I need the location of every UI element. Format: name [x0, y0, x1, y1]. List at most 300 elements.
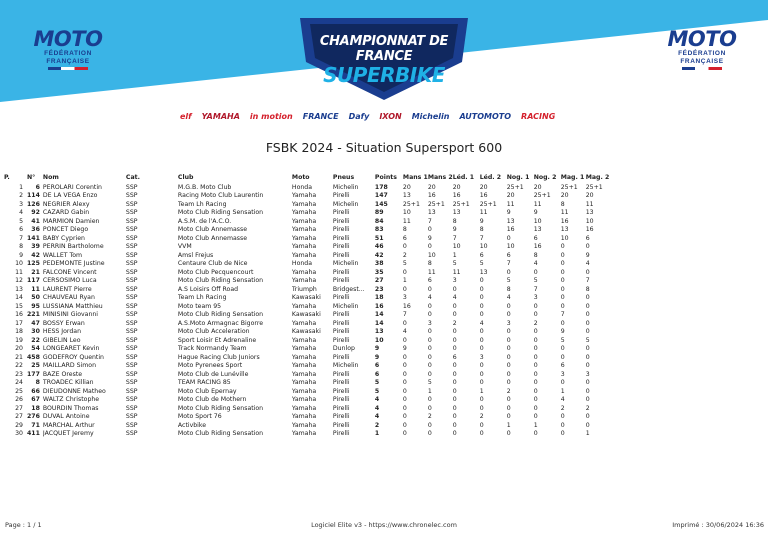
- cell-points: 46: [374, 243, 384, 251]
- cell-category: SSP: [125, 328, 138, 336]
- print-date: Imprimé : 30/06/2024 16:36: [672, 521, 764, 529]
- cell-bike: Yamaha: [291, 268, 317, 276]
- cell-club: A.S.Moto Armagnac Bigorre: [177, 319, 264, 327]
- cell-tyres: Pirelli: [332, 226, 350, 234]
- cell-mans-1: 0: [402, 353, 407, 361]
- cell-position: 7: [19, 234, 23, 242]
- cell-club: Moto Club Epernay: [177, 387, 237, 395]
- cell-nogaro-2: 20: [533, 184, 542, 191]
- cell-tyres: Pirelli: [332, 379, 350, 387]
- header-mans-2: Mans 2: [427, 173, 453, 181]
- cell-position: 20: [15, 345, 23, 353]
- cell-bike: Yamaha: [291, 362, 317, 370]
- cell-mans-2: 10: [427, 251, 436, 259]
- cell-bike: Honda: [291, 184, 313, 191]
- cell-ledenon-1: 7: [452, 234, 457, 242]
- cell-ledenon-2: 1: [479, 387, 484, 395]
- cell-nogaro-2: 4: [533, 260, 538, 268]
- cell-magny-1: 0: [560, 345, 565, 353]
- sponsor-logo: Michelin: [411, 111, 450, 121]
- cell-mans-2: 25+1: [427, 200, 445, 208]
- cell-points: 6: [374, 370, 380, 378]
- cell-nogaro-1: 16: [506, 226, 515, 234]
- cell-number: 18: [31, 404, 40, 412]
- cell-number: 67: [31, 396, 40, 404]
- cell-number: 276: [27, 413, 40, 421]
- cell-mans-2: 0: [427, 345, 432, 353]
- cell-position: 21: [15, 353, 23, 361]
- cell-ledenon-2: 6: [479, 251, 484, 259]
- cell-tyres: Michelin: [332, 362, 359, 370]
- cell-ledenon-2: 10: [479, 243, 488, 251]
- cell-ledenon-1: 0: [452, 362, 457, 370]
- cell-ledenon-2: 20: [479, 184, 488, 191]
- cell-ledenon-2: 13: [479, 268, 488, 276]
- table-row: [4, 388, 611, 396]
- cell-nogaro-2: 0: [533, 268, 538, 276]
- cell-nogaro-1: 9: [506, 209, 511, 217]
- cell-rider-name: NEGRIER Alexy: [42, 200, 90, 208]
- cell-points: 16: [374, 302, 384, 310]
- cell-position: 3: [19, 200, 23, 208]
- cell-mans-2: 8: [427, 260, 432, 268]
- cell-position: 27: [15, 404, 23, 412]
- header-position: P.: [4, 173, 10, 181]
- cell-nogaro-2: 0: [533, 370, 538, 378]
- cell-magny-2: 1: [585, 430, 590, 438]
- cell-tyres: Pirelli: [332, 268, 350, 276]
- cell-category: SSP: [125, 277, 138, 285]
- cell-magny-1: 0: [560, 294, 565, 302]
- cell-ledenon-1: 4: [452, 294, 457, 302]
- cell-bike: Yamaha: [291, 379, 317, 387]
- cell-number: 39: [31, 243, 40, 251]
- cell-club: M.G.B. Moto Club: [177, 184, 232, 191]
- cell-nogaro-1: 1: [506, 421, 511, 429]
- table-header-row: [4, 170, 611, 184]
- table-row: [4, 184, 611, 192]
- cell-bike: Yamaha: [291, 226, 317, 234]
- cell-mans-2: 1: [427, 387, 432, 395]
- cell-category: SSP: [125, 234, 138, 242]
- cell-rider-name: LUSSIANA Matthieu: [42, 302, 103, 310]
- cell-points: 13: [374, 328, 384, 336]
- cell-ledenon-1: 13: [452, 209, 461, 217]
- cell-bike: Yamaha: [291, 192, 317, 200]
- cell-bike: Yamaha: [291, 277, 317, 285]
- cell-mans-1: 25+1: [402, 200, 420, 208]
- cell-club: A.S Loisirs Off Road: [177, 285, 239, 293]
- cell-mans-1: 0: [402, 285, 407, 293]
- cell-points: 18: [374, 294, 384, 302]
- cell-category: SSP: [125, 387, 138, 395]
- cell-category: SSP: [125, 345, 138, 353]
- cell-points: 5: [374, 387, 380, 395]
- cell-ledenon-1: 0: [452, 404, 457, 412]
- cell-position: 1: [19, 184, 23, 191]
- cell-position: 15: [15, 302, 23, 310]
- table-body: [4, 184, 611, 439]
- cell-category: SSP: [125, 200, 138, 208]
- cell-magny-2: 0: [585, 311, 590, 319]
- cell-number: 8: [35, 379, 40, 387]
- cell-magny-1: 0: [560, 413, 565, 421]
- cell-club: TEAM RACING 85: [177, 379, 231, 387]
- cell-rider-name: DUVAL Antoine: [42, 413, 90, 421]
- cell-nogaro-2: 5: [533, 277, 538, 285]
- cell-position: 19: [15, 336, 23, 344]
- cell-category: SSP: [125, 353, 138, 361]
- cell-mans-2: 0: [427, 243, 432, 251]
- header-nogaro-1: Nog. 1: [506, 173, 530, 181]
- cell-rider-name: MARCHAL Arthur: [42, 421, 95, 429]
- cell-ledenon-2: 0: [479, 311, 484, 319]
- cell-magny-1: 25+1: [560, 184, 578, 191]
- cell-mans-2: 0: [427, 226, 432, 234]
- cell-mans-1: 10: [402, 209, 411, 217]
- cell-club: Moto Club Riding Sensation: [177, 311, 264, 319]
- cell-position: 14: [15, 294, 23, 302]
- cell-rider-name: DIEUDONNE Matheo: [42, 387, 106, 395]
- cell-ledenon-2: 0: [479, 277, 484, 285]
- cell-rider-name: BOURDIN Thomas: [42, 404, 99, 412]
- cell-number: 66: [31, 387, 40, 395]
- cell-ledenon-1: 20: [452, 184, 461, 191]
- header-magny-2: Mag. 2: [585, 173, 610, 181]
- cell-magny-2: 0: [585, 319, 590, 327]
- sponsor-logo: elf: [180, 111, 192, 121]
- cell-rider-name: BOSSY Erwan: [42, 319, 85, 327]
- cell-mans-1: 0: [402, 379, 407, 387]
- cell-magny-1: 4: [560, 396, 565, 404]
- cell-magny-1: 0: [560, 260, 565, 268]
- cell-nogaro-2: 0: [533, 345, 538, 353]
- cell-mans-1: 2: [402, 251, 407, 259]
- cell-rider-name: HESS Jordan: [42, 328, 81, 336]
- cell-nogaro-1: 10: [506, 243, 515, 251]
- ffm-logo-left: MOTO FÉDÉRATION FRANÇAISE: [28, 28, 108, 80]
- cell-nogaro-1: 0: [506, 396, 511, 404]
- cell-points: 5: [374, 379, 380, 387]
- cell-mans-1: 16: [402, 302, 411, 310]
- cell-magny-1: 0: [560, 421, 565, 429]
- header-rider-name: Nom: [42, 173, 59, 181]
- cell-position: 18: [15, 328, 23, 336]
- cell-nogaro-1: 13: [506, 217, 515, 225]
- cell-category: SSP: [125, 319, 138, 327]
- cell-rider-name: PONCET Diego: [42, 226, 89, 234]
- table-row: [4, 294, 611, 302]
- cell-category: SSP: [125, 192, 138, 200]
- cell-bike: Yamaha: [291, 319, 317, 327]
- cell-magny-2: 16: [585, 226, 594, 234]
- cell-number: 47: [31, 319, 40, 327]
- cell-ledenon-2: 0: [479, 421, 484, 429]
- cell-mans-2: 11: [427, 268, 436, 276]
- cell-club: Team Lh Racing: [177, 200, 227, 208]
- cell-bike: Yamaha: [291, 345, 317, 353]
- cell-ledenon-1: 0: [452, 285, 457, 293]
- cell-category: SSP: [125, 362, 138, 370]
- header-number: N°: [27, 173, 36, 181]
- cell-magny-2: 13: [585, 209, 594, 217]
- cell-number: 6: [35, 184, 40, 191]
- cell-magny-2: 0: [585, 379, 590, 387]
- cell-points: 38: [374, 260, 384, 268]
- cell-magny-1: 11: [560, 209, 569, 217]
- cell-rider-name: GODEFROY Quentin: [42, 353, 104, 361]
- cell-mans-1: 0: [402, 370, 407, 378]
- cell-mans-2: 0: [427, 285, 432, 293]
- cell-mans-1: 1: [402, 277, 407, 285]
- cell-mans-1: 8: [402, 226, 407, 234]
- cell-magny-2: 0: [585, 413, 590, 421]
- sponsor-logo: Dafy: [348, 111, 370, 121]
- cell-magny-1: 2: [560, 404, 565, 412]
- cell-ledenon-1: 9: [452, 226, 457, 234]
- cell-bike: Kawasaki: [291, 328, 321, 336]
- cell-category: SSP: [125, 294, 138, 302]
- cell-mans-1: 20: [402, 184, 411, 191]
- cell-magny-2: 2: [585, 404, 590, 412]
- cell-bike: Yamaha: [291, 396, 317, 404]
- cell-nogaro-2: 0: [533, 328, 538, 336]
- cell-ledenon-2: 0: [479, 430, 484, 438]
- cell-mans-1: 0: [402, 421, 407, 429]
- cell-club: Moto Club Riding Sensation: [177, 430, 264, 438]
- cell-mans-1: 0: [402, 268, 407, 276]
- cell-mans-1: 7: [402, 311, 407, 319]
- cell-magny-2: 20: [585, 192, 594, 200]
- cell-mans-1: 0: [402, 387, 407, 395]
- cell-mans-1: 0: [402, 362, 407, 370]
- header-ledenon-2: Léd. 2: [479, 173, 502, 181]
- cell-mans-2: 2: [427, 413, 432, 421]
- cell-nogaro-1: 20: [506, 192, 515, 200]
- cell-mans-2: 0: [427, 353, 432, 361]
- cell-bike: Yamaha: [291, 421, 317, 429]
- cell-category: SSP: [125, 260, 138, 268]
- cell-magny-1: 0: [560, 379, 565, 387]
- cell-nogaro-2: 0: [533, 336, 538, 344]
- cell-number: 54: [31, 345, 40, 353]
- cell-nogaro-2: 8: [533, 251, 538, 259]
- cell-number: 41: [31, 217, 40, 225]
- cell-mans-2: 0: [427, 311, 432, 319]
- cell-club: A.S.M. de l'A.C.O.: [177, 217, 232, 225]
- cell-magny-1: 3: [560, 370, 565, 378]
- cell-mans-2: 16: [427, 192, 436, 200]
- cell-ledenon-1: 0: [452, 302, 457, 310]
- cell-club: Moto Club de Mothern: [177, 396, 247, 404]
- cell-points: 14: [374, 311, 384, 319]
- cell-magny-2: 0: [585, 396, 590, 404]
- cell-magny-1: 5: [560, 336, 565, 344]
- table-row: [4, 252, 611, 260]
- cell-nogaro-1: 0: [506, 268, 511, 276]
- cell-category: SSP: [125, 379, 138, 387]
- cell-category: SSP: [125, 243, 138, 251]
- header-magny-1: Mag. 1: [560, 173, 585, 181]
- championship-logo: CHAMPIONNAT DE FRANCE SUPERBIKE: [319, 34, 449, 87]
- cell-bike: Yamaha: [291, 430, 317, 438]
- cell-points: 83: [374, 226, 384, 234]
- cell-ledenon-1: 10: [452, 243, 461, 251]
- cell-magny-1: 0: [560, 319, 565, 327]
- cell-mans-1: 13: [402, 192, 411, 200]
- cell-nogaro-1: 2: [506, 387, 511, 395]
- cell-rider-name: MARMION Damien: [42, 217, 100, 225]
- cell-rider-name: PEDEMONTE Justine: [42, 260, 105, 268]
- cell-mans-1: 5: [402, 260, 407, 268]
- cell-ledenon-1: 2: [452, 319, 457, 327]
- cell-category: SSP: [125, 404, 138, 412]
- cell-category: SSP: [125, 413, 138, 421]
- cell-club: Moto Club Pecquencourt: [177, 268, 254, 276]
- cell-magny-1: 13: [560, 226, 569, 234]
- cell-ledenon-1: 8: [452, 217, 457, 225]
- cell-points: 42: [374, 251, 384, 259]
- cell-rider-name: WALTZ Christophe: [42, 396, 100, 404]
- cell-nogaro-1: 6: [506, 251, 511, 259]
- cell-ledenon-2: 25+1: [479, 200, 497, 208]
- cell-ledenon-2: 2: [479, 413, 484, 421]
- table-row: [4, 328, 611, 336]
- cell-mans-2: 0: [427, 421, 432, 429]
- cell-nogaro-2: 0: [533, 430, 538, 438]
- table-row: [4, 277, 611, 285]
- header-category: Cat.: [125, 173, 140, 181]
- cell-ledenon-1: 0: [452, 387, 457, 395]
- cell-mans-2: 0: [427, 430, 432, 438]
- cell-nogaro-1: 11: [506, 200, 515, 208]
- sponsor-logo: IXON: [379, 111, 402, 121]
- cell-tyres: Pirelli: [332, 430, 350, 438]
- cell-tyres: Pirelli: [332, 209, 350, 217]
- cell-ledenon-2: 5: [479, 260, 484, 268]
- cell-number: 126: [27, 200, 40, 208]
- cell-ledenon-2: 0: [479, 336, 484, 344]
- cell-number: 114: [27, 192, 40, 200]
- cell-nogaro-1: 7: [506, 260, 511, 268]
- cell-rider-name: LAURENT Pierre: [42, 285, 92, 293]
- cell-category: SSP: [125, 396, 138, 404]
- cell-points: 1: [374, 430, 380, 438]
- cell-tyres: Michelin: [332, 184, 359, 191]
- table-row: [4, 337, 611, 345]
- cell-rider-name: CERSOSIMO Luca: [42, 277, 97, 285]
- cell-nogaro-2: 0: [533, 387, 538, 395]
- cell-tyres: Pirelli: [332, 234, 350, 242]
- cell-position: 11: [15, 268, 23, 276]
- cell-ledenon-2: 0: [479, 285, 484, 293]
- cell-number: 22: [31, 336, 40, 344]
- cell-rider-name: MAILLARD Simon: [42, 362, 96, 370]
- cell-rider-name: TROADEC Killian: [42, 379, 94, 387]
- table-row: [4, 362, 611, 370]
- cell-points: 23: [374, 285, 384, 293]
- table-row: [4, 396, 611, 404]
- cell-tyres: Pirelli: [332, 413, 350, 421]
- cell-bike: Yamaha: [291, 209, 317, 217]
- cell-magny-1: 20: [560, 192, 569, 200]
- cell-nogaro-1: 0: [506, 370, 511, 378]
- cell-points: 9: [374, 353, 380, 361]
- cell-mans-2: 0: [427, 404, 432, 412]
- cell-ledenon-1: 0: [452, 413, 457, 421]
- cell-position: 9: [19, 251, 23, 259]
- cell-points: 4: [374, 396, 380, 404]
- cell-mans-2: 0: [427, 362, 432, 370]
- cell-position: 25: [15, 387, 23, 395]
- table-row: [4, 243, 611, 251]
- cell-rider-name: PEROLARI Corentin: [42, 184, 102, 191]
- cell-magny-2: 0: [585, 345, 590, 353]
- cell-ledenon-1: 6: [452, 353, 457, 361]
- cell-position: 30: [15, 430, 23, 438]
- cell-magny-1: 10: [560, 234, 569, 242]
- cell-rider-name: CHAUVEAU Ryan: [42, 294, 95, 302]
- cell-category: SSP: [125, 285, 138, 293]
- standings-table: [4, 170, 611, 439]
- cell-magny-1: 0: [560, 285, 565, 293]
- cell-ledenon-1: 0: [452, 421, 457, 429]
- cell-club: Team Lh Racing: [177, 294, 227, 302]
- cell-bike: Yamaha: [291, 387, 317, 395]
- cell-ledenon-2: 0: [479, 362, 484, 370]
- cell-magny-2: 0: [585, 353, 590, 361]
- cell-category: SSP: [125, 302, 138, 310]
- cell-nogaro-1: 0: [506, 302, 511, 310]
- cell-points: 84: [374, 217, 384, 225]
- cell-magny-2: 0: [585, 328, 590, 336]
- cell-points: 6: [374, 362, 380, 370]
- cell-club: Track Normandy Team: [177, 345, 247, 353]
- cell-rider-name: MINISINI Giovanni: [42, 311, 99, 319]
- cell-magny-2: 5: [585, 336, 590, 344]
- cell-ledenon-2: 8: [479, 226, 484, 234]
- cell-position: 5: [19, 217, 23, 225]
- table-row: [4, 413, 611, 421]
- cell-ledenon-1: 1: [452, 251, 457, 259]
- cell-tyres: Pirelli: [332, 243, 350, 251]
- cell-number: 177: [27, 370, 40, 378]
- cell-nogaro-1: 0: [506, 430, 511, 438]
- cell-ledenon-1: 3: [452, 277, 457, 285]
- cell-rider-name: GIBELIN Leo: [42, 336, 81, 344]
- cell-category: SSP: [125, 311, 138, 319]
- cell-rider-name: BABY Cyprien: [42, 234, 85, 242]
- table-row: [4, 269, 611, 277]
- cell-club: Centaure Club de Nice: [177, 260, 248, 268]
- table-row: [4, 354, 611, 362]
- cell-nogaro-2: 1: [533, 421, 538, 429]
- cell-magny-2: 0: [585, 268, 590, 276]
- cell-nogaro-2: 16: [533, 243, 542, 251]
- cell-mans-2: 7: [427, 217, 432, 225]
- cell-nogaro-1: 0: [506, 362, 511, 370]
- cell-bike: Yamaha: [291, 302, 317, 310]
- cell-nogaro-2: 10: [533, 217, 542, 225]
- cell-bike: Yamaha: [291, 243, 317, 251]
- cell-mans-1: 3: [402, 294, 407, 302]
- table-row: [4, 201, 611, 209]
- cell-magny-1: 0: [560, 268, 565, 276]
- cell-nogaro-2: 0: [533, 353, 538, 361]
- cell-ledenon-1: 16: [452, 192, 461, 200]
- cell-mans-2: 3: [427, 319, 432, 327]
- cell-position: 27: [15, 413, 23, 421]
